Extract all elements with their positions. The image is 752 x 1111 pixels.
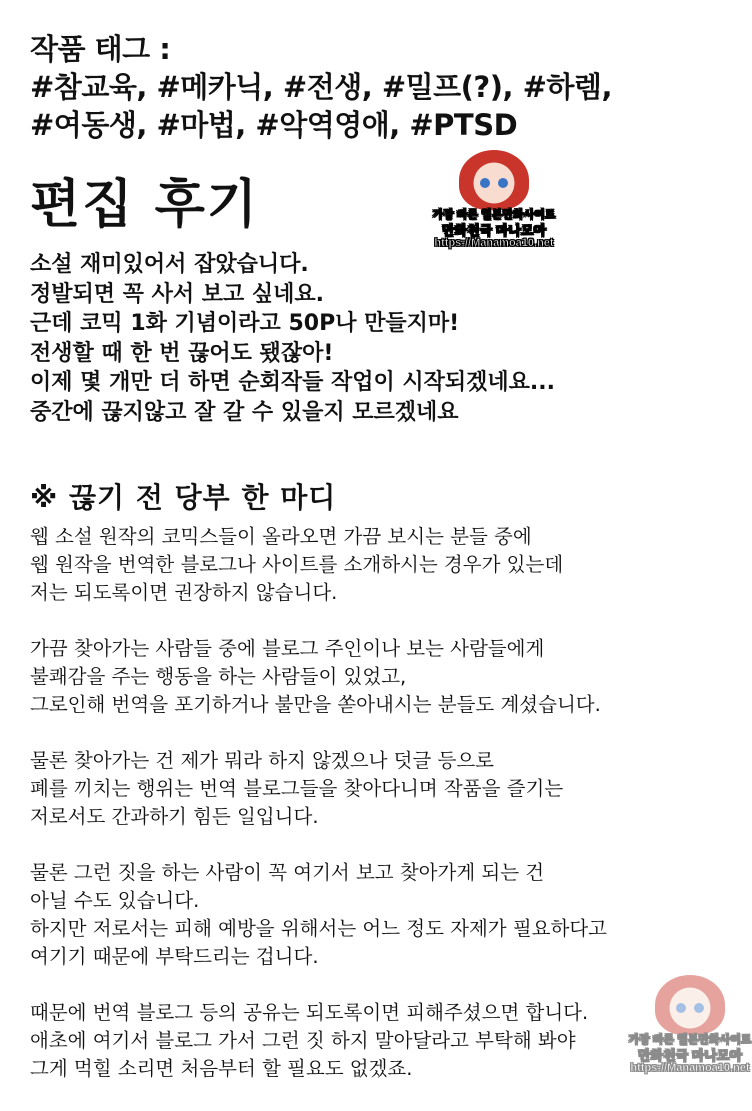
mascot-eye-icon <box>694 1003 704 1013</box>
tags-heading: 작품 태그 : <box>30 32 171 66</box>
notice-paragraph <box>30 635 607 719</box>
watermark-site-name: 만화천국 마나모아 <box>637 1048 743 1063</box>
tags-line: #여동생, #마법, #악역영애, #PTSD <box>30 108 518 142</box>
tags-block <box>30 30 612 144</box>
notice-line: 물론 그런 짓을 하는 사람이 꼭 여기서 보고 찾아가게 되는 건 <box>30 861 545 884</box>
notice-paragraph <box>30 859 607 971</box>
watermark-logo <box>404 150 584 250</box>
watermark-tagline: 가장 빠른 일본만화사이트 <box>628 1034 752 1046</box>
notice-paragraph <box>30 747 607 831</box>
review-line: 소설 재미있어서 잡았습니다. <box>30 252 309 277</box>
notice-line: 애초에 여기서 블로그 가서 그런 짓 하지 말아달라고 부탁해 봐야 <box>30 1029 576 1052</box>
notice-line: 아닐 수도 있습니다. <box>30 889 200 912</box>
notice-line: 하지만 저로서는 피해 예방을 위해서는 어느 정도 자제가 필요하다고 <box>30 917 608 940</box>
mascot-eye-icon <box>480 178 490 188</box>
notice-line: 때문에 번역 블로그 등의 공유는 되도록이면 피해주셨으면 합니다. <box>30 1001 589 1024</box>
notice-body <box>30 523 607 1111</box>
notice-line: 가끔 찾아가는 사람들 중에 블로그 주인이나 보는 사람들에게 <box>30 637 545 660</box>
notice-line: 여기기 때문에 부탁드리는 겁니다. <box>30 945 319 968</box>
mascot-face-icon <box>655 975 725 1035</box>
notice-line: 물론 찾아가는 건 제가 뭐라 하지 않겠으나 덧글 등으로 <box>30 749 495 772</box>
review-line: 근데 코믹 1화 기념이라고 50P나 만들지마! <box>30 311 460 336</box>
notice-line: 불쾌감을 주는 행동을 하는 사람들이 있었고, <box>30 665 407 688</box>
watermark-site-name: 만화천국 마나모아 <box>441 223 547 238</box>
review-line: 이제 몇 개만 더 하면 순회작들 작업이 시작되겠네요... <box>30 370 555 395</box>
review-line: 전생할 때 한 번 끊어도 됐잖아! <box>30 340 334 366</box>
watermark-url: https://Manamoa10.net <box>434 237 554 249</box>
notice-line: 저로서도 간과하기 힘든 일입니다. <box>30 805 319 828</box>
notice-line: 폐를 끼치는 행위는 번역 블로그들을 찾아다니며 작품을 즐기는 <box>30 777 564 800</box>
notice-line: 저는 되도록이면 권장하지 않습니다. <box>30 581 338 604</box>
mascot-eye-icon <box>676 1003 686 1013</box>
notice-title: ※ 끊기 전 당부 한 마디 <box>30 481 337 514</box>
watermark-url: https://Manamoa10.net <box>630 1062 750 1074</box>
edit-review-title: 편집 후기 <box>30 175 260 235</box>
review-line: 중간에 끊지않고 잘 갈 수 있을지 모르겠네요 <box>30 399 459 425</box>
review-line: 정발되면 꼭 사서 보고 싶네요. <box>30 281 325 307</box>
edit-review-body <box>30 250 555 427</box>
tags-line: #참교육, #메카닉, #전생, #밀프(?), #하렘, <box>30 70 612 104</box>
notice-line: 그게 먹힐 소리면 처음부터 할 필요도 없겠죠. <box>30 1057 413 1080</box>
notice-line: 그로인해 번역을 포기하거나 불만을 쏟아내시는 분들도 계셨습니다. <box>30 693 601 716</box>
notice-paragraph <box>30 523 607 607</box>
notice-line: 웹 소설 원작의 코믹스들이 올라오면 가끔 보시는 분들 중에 <box>30 525 532 548</box>
watermark-tagline: 가장 빠른 일본만화사이트 <box>432 209 556 221</box>
mascot-eye-icon <box>498 178 508 188</box>
notice-paragraph <box>30 999 607 1083</box>
notice-line: 웹 원작을 번역한 블로그나 사이트를 소개하시는 경우가 있는데 <box>30 553 564 576</box>
watermark-logo <box>600 975 752 1075</box>
mascot-face-icon <box>459 150 529 210</box>
